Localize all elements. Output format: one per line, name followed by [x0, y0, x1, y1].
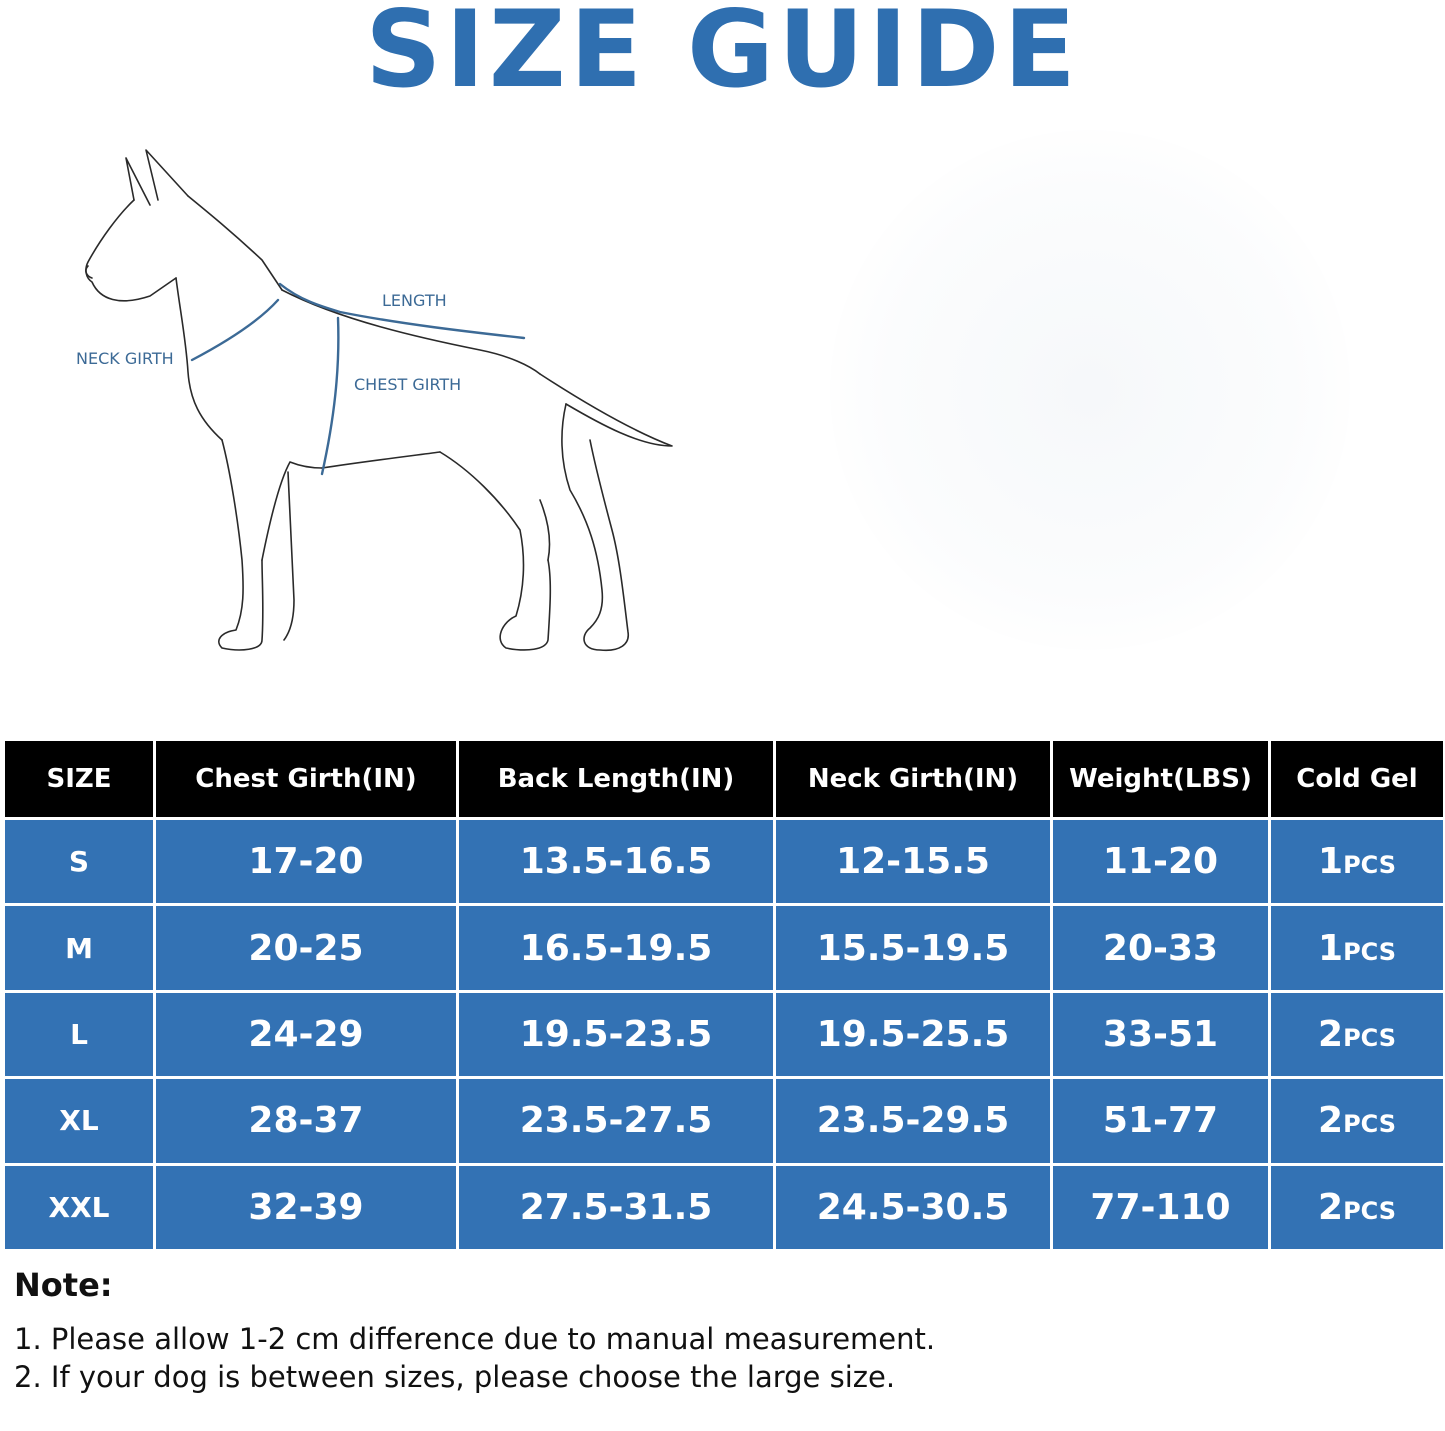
neck-girth-cell: 12-15.5: [775, 819, 1052, 905]
size-chart-table: [2, 738, 1445, 1252]
neck-girth-label: NECK GIRTH: [76, 349, 174, 368]
chest-girth-cell: 28-37: [155, 1078, 458, 1164]
gel-count: 2: [1318, 1186, 1344, 1228]
gel-unit: PCS: [1343, 1196, 1396, 1225]
weight-cell: 20-33: [1052, 905, 1270, 991]
gel-unit: PCS: [1343, 1110, 1396, 1139]
cold-gel-cell: [1270, 1078, 1445, 1164]
neck-girth-cell: 23.5-29.5: [775, 1078, 1052, 1164]
size-cell: XXL: [4, 1164, 155, 1250]
gel-unit: PCS: [1343, 851, 1396, 880]
length-label: LENGTH: [382, 291, 447, 310]
cold-gel-cell: [1270, 819, 1445, 905]
size-cell: L: [4, 991, 155, 1077]
weight-cell: 11-20: [1052, 819, 1270, 905]
note-line-1: 1. Please allow 1-2 cm difference due to manual measurement.: [14, 1322, 936, 1356]
size-cell: S: [4, 819, 155, 905]
table-row: [4, 905, 1445, 991]
table-row: [4, 1078, 1445, 1164]
table-row: [4, 1164, 1445, 1250]
chest-girth-cell: 20-25: [155, 905, 458, 991]
table-header-row: [4, 740, 1445, 819]
table-row: [4, 819, 1445, 905]
header-size: SIZE: [4, 740, 155, 819]
header-neck-girth: Neck Girth(IN): [775, 740, 1052, 819]
dog-outline-icon: [0, 120, 720, 680]
neck-girth-cell: 19.5-25.5: [775, 991, 1052, 1077]
note-section: [14, 1262, 1414, 1396]
weight-cell: 51-77: [1052, 1078, 1270, 1164]
gel-count: 2: [1318, 1100, 1344, 1142]
back-length-cell: 13.5-16.5: [458, 819, 775, 905]
note-line-2: 2. If your dog is between sizes, please choose the large size.: [14, 1360, 896, 1394]
chest-girth-label: CHEST GIRTH: [354, 375, 462, 394]
gel-unit: PCS: [1343, 1023, 1396, 1052]
page-title: SIZE GUIDE: [365, 0, 1080, 111]
chest-girth-cell: 32-39: [155, 1164, 458, 1250]
note-title: Note:: [14, 1266, 113, 1304]
size-cell: XL: [4, 1078, 155, 1164]
dog-measurement-illustration: [0, 120, 720, 680]
back-length-cell: 23.5-27.5: [458, 1078, 775, 1164]
table-row: [4, 991, 1445, 1077]
gel-unit: PCS: [1343, 937, 1396, 966]
back-length-cell: 19.5-23.5: [458, 991, 775, 1077]
cold-gel-cell: [1270, 1164, 1445, 1250]
header-back-length: Back Length(IN): [458, 740, 775, 819]
chest-girth-cell: 24-29: [155, 991, 458, 1077]
header-cold-gel: Cold Gel: [1270, 740, 1445, 819]
weight-cell: 77-110: [1052, 1164, 1270, 1250]
gel-count: 1: [1318, 841, 1344, 883]
neck-girth-cell: 15.5-19.5: [775, 905, 1052, 991]
size-cell: M: [4, 905, 155, 991]
back-length-cell: 16.5-19.5: [458, 905, 775, 991]
header-chest-girth: Chest Girth(IN): [155, 740, 458, 819]
neck-girth-cell: 24.5-30.5: [775, 1164, 1052, 1250]
cold-gel-cell: [1270, 991, 1445, 1077]
gel-count: 2: [1318, 1013, 1344, 1055]
gel-count: 1: [1318, 927, 1344, 969]
cold-gel-cell: [1270, 905, 1445, 991]
weight-cell: 33-51: [1052, 991, 1270, 1077]
header-weight: Weight(LBS): [1052, 740, 1270, 819]
background-decoration: [830, 130, 1350, 650]
chest-girth-cell: 17-20: [155, 819, 458, 905]
back-length-cell: 27.5-31.5: [458, 1164, 775, 1250]
